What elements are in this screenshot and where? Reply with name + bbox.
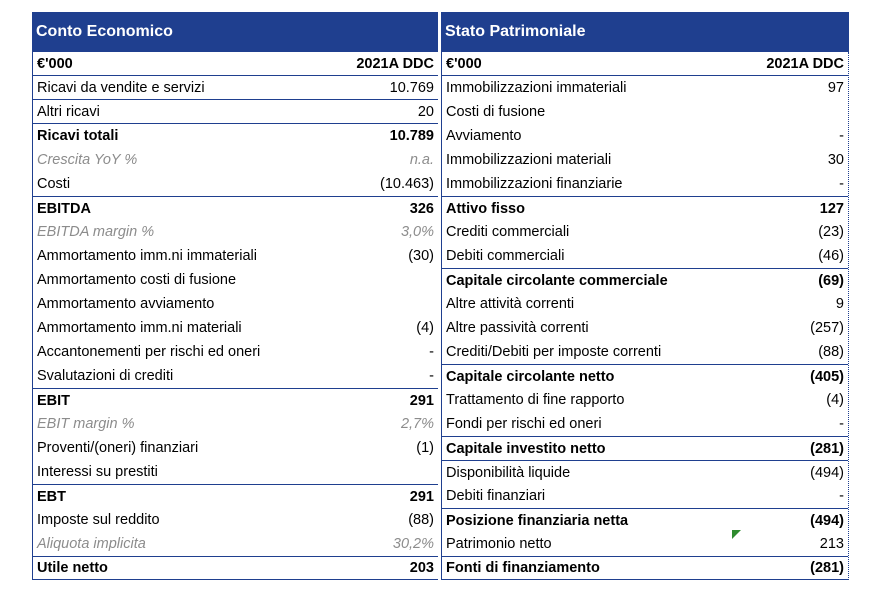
table-row: EBITDA margin % 3,0% xyxy=(37,224,434,240)
table-row: Trattamento di fine rapporto (4) xyxy=(446,392,844,408)
table-row: Ammortamento imm.ni materiali (4) xyxy=(37,320,434,336)
table-row: Immobilizzazioni immateriali 97 xyxy=(446,80,844,96)
income-statement-body xyxy=(32,52,438,580)
table-row: Patrimonio netto 213 xyxy=(446,536,844,552)
income-statement-title: Conto Economico xyxy=(32,12,438,52)
cell-comment-marker-icon xyxy=(732,530,741,539)
year-label: 2021A DDC xyxy=(766,55,844,72)
table-row: Proventi/(oneri) finanziari (1) xyxy=(37,440,434,456)
table-row: Ammortamento avviamento xyxy=(37,296,215,312)
table-row: Capitale circolante netto (405) xyxy=(442,364,848,388)
balance-sheet-title: Stato Patrimoniale xyxy=(441,12,849,52)
table-row: Avviamento - xyxy=(446,128,844,144)
table-row: Imposte sul reddito (88) xyxy=(37,512,434,528)
table-row: Capitale investito netto (281) xyxy=(442,436,848,460)
table-row: Accantonementi per rischi ed oneri - xyxy=(37,344,434,360)
table-row: Interessi su prestiti xyxy=(37,464,158,480)
table-row: Disponibilità liquide (494) xyxy=(442,460,848,484)
table-row: Crescita YoY % n.a. xyxy=(37,152,434,168)
table-row: Immobilizzazioni finanziarie - xyxy=(446,176,844,192)
column-header-row xyxy=(442,52,848,76)
table-row: Crediti/Debiti per imposte correnti (88) xyxy=(446,344,844,360)
table-row: Utile netto 203 xyxy=(33,556,438,580)
table-row: Debiti finanziari - xyxy=(446,488,844,504)
table-row: Altre passività correnti (257) xyxy=(446,320,844,336)
table-row: Ricavi da vendite e servizi 10.769 xyxy=(33,76,438,100)
table-row: Fondi per rischi ed oneri - xyxy=(446,416,844,432)
table-row: Capitale circolante commerciale (69) xyxy=(442,268,848,292)
table-row: EBITDA 326 xyxy=(33,196,438,220)
unit-label: €'000 xyxy=(446,55,482,72)
table-row: Immobilizzazioni materiali 30 xyxy=(446,152,844,168)
table-row: Posizione finanziaria netta (494) xyxy=(442,508,848,532)
table-row: EBIT 291 xyxy=(33,388,438,412)
table-row: Debiti commerciali (46) xyxy=(446,248,844,264)
table-row: EBIT margin % 2,7% xyxy=(37,416,434,432)
table-row: Crediti commerciali (23) xyxy=(446,224,844,240)
table-row: Costi di fusione xyxy=(446,104,546,120)
table-row: Altre attività correnti 9 xyxy=(446,296,844,312)
table-row: Altri ricavi 20 xyxy=(33,100,438,124)
balance-sheet-body xyxy=(441,52,849,580)
table-row: EBT 291 xyxy=(33,484,438,508)
table-row: Ammortamento costi di fusione xyxy=(37,272,237,288)
balance-sheet-table xyxy=(441,12,849,580)
column-header-row xyxy=(33,52,438,76)
table-row: Aliquota implicita 30,2% xyxy=(37,536,434,552)
table-row: Ammortamento imm.ni immateriali (30) xyxy=(37,248,434,264)
year-label: 2021A DDC xyxy=(356,55,434,72)
income-statement-table xyxy=(32,12,438,580)
table-row: Fonti di finanziamento (281) xyxy=(442,556,848,580)
unit-label: €'000 xyxy=(37,55,73,72)
table-row: Svalutazioni di crediti - xyxy=(37,368,434,384)
table-row: Ricavi totali 10.789 xyxy=(37,128,434,144)
table-row: Attivo fisso 127 xyxy=(442,196,848,220)
table-row: Costi (10.463) xyxy=(37,176,434,192)
